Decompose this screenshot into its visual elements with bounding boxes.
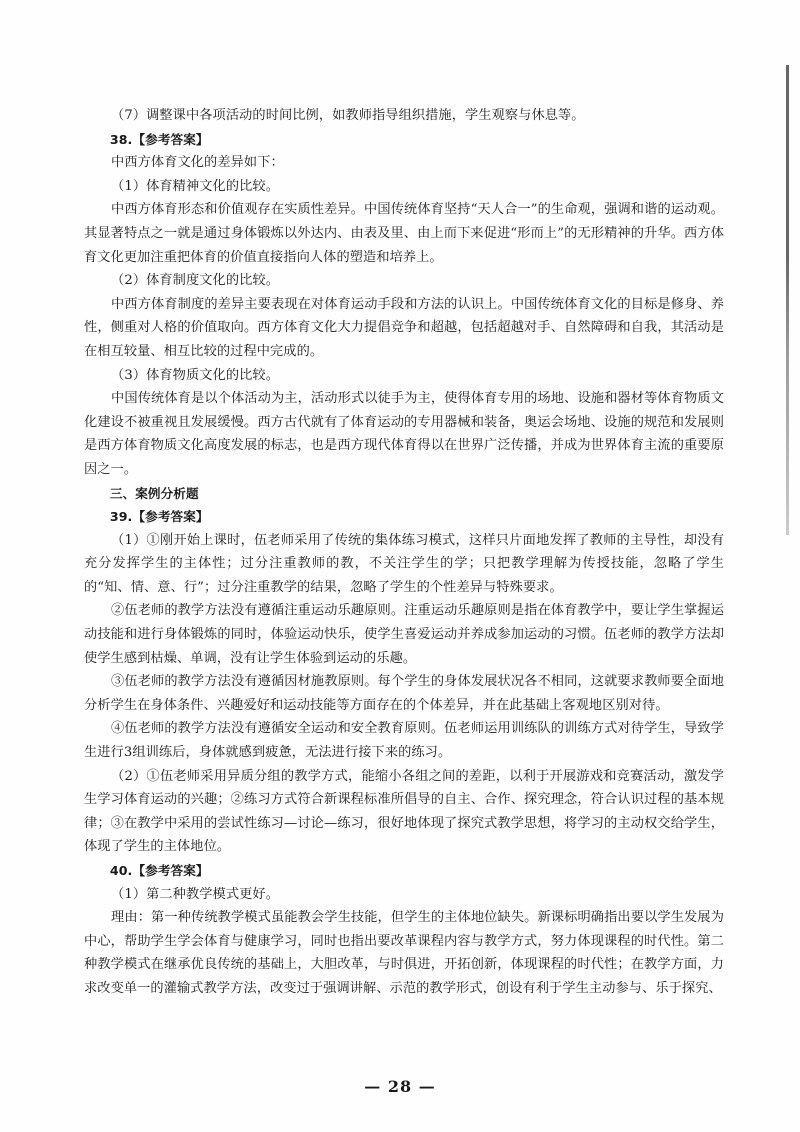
paragraph: 中国传统体育是以个体活动为主，活动形式以徒手为主，使得体育专用的场地、设施和器材等体育物质文化建设不被重视且发展缓慢。西方古代就有了体育运动的专用器械和装备，奥运会场地、设施的规范和发展则是西方体育物质文化高度发展的标志，也是西方现代体育得以在世界广泛传播，并成为世界体育主流的重要原因之一。 <box>84 391 724 477</box>
paragraph: （2）体育制度文化的比较。 <box>111 273 279 289</box>
paragraph: 中西方体育形态和价值观存在实质性差异。中国传统体育坚持“天人合一”的生命观，强调和谐的运动观。其显著特点之一就是通过身体锻炼以外达内、由表及里、由上而下来促进“形而上”的无形精神的升华。西方体育文化更加注重把体育的价值直接指向人体的塑造和培养上。 <box>84 202 724 265</box>
paragraph: （2）①伍老师采用异质分组的教学方式，能缩小各组之间的差距，以利于开展游戏和竞赛活动，激发学生学习体育运动的兴趣；②练习方式符合新课程标准所倡导的自主、合作、探究理念，符合认识过程的基本规律；③在教学中采用的尝试性练习—讨论—练习，很好地体现了探究式教学思想，将学习的主动权交给学生，体现了学生的主体地位。 <box>84 768 724 855</box>
scan-edge-mark <box>786 65 789 535</box>
paragraph: 理由：第一种传统教学模式虽能教会学生技能，但学生的主体地位缺失。新课标明确指出要以学生发展为中心，帮助学生学会体育与健康学习，同时也指出要改革课程内容与教学方式，努力体现课程的时代性。第二种教学模式在继承优良传统的基础上，大胆改革，与时俱进，开拓创新，体现课程的时代性；在教学方面，力求改变单一的灌输式教学方法，改变过于强调讲解、示范的教学形式，创设有利于学生主动参与、乐于探究、 <box>84 910 724 996</box>
paragraph: ③伍老师的教学方法没有遵循因材施教原则。每个学生的身体发展状况各不相同，这就要求教师要全面地分析学生在身体条件、兴趣爱好和运动技能等方面存在的个体差异，并在此基础上客观地区别对待。 <box>84 674 724 713</box>
paragraph: ②伍老师的教学方法没有遵循注重运动乐趣原则。注重运动乐趣原则是指在体育教学中，要让学生掌握运动技能和进行身体锻炼的同时，体验运动快乐，使学生喜爱运动并养成参加运动的习惯。伍老师的教学方法却使学生感到枯燥、单调，没有让学生体验到运动的乐趣。 <box>84 603 724 666</box>
page-body <box>84 104 724 1001</box>
section-heading: 三、案例分析题 <box>109 485 199 501</box>
paragraph: （1）体育精神文化的比较。 <box>111 178 279 194</box>
section-heading: 38.【参考答案】 <box>109 131 209 147</box>
paragraph: 中西方体育文化的差异如下： <box>111 155 284 171</box>
paragraph: （3）体育物质文化的比较。 <box>111 367 279 383</box>
paragraph: （1）①刚开始上课时，伍老师采用了传统的集体练习模式，这样只片面地发挥了教师的主导性，却没有充分发挥学生的主体性；过分注重教师的教，不关注学生的学；只把教学理解为传授技能，忽略了学生的“知、情、意、行”；过分注重教学的结果，忽略了学生的个性差异与特殊要求。 <box>84 532 724 595</box>
paragraph: （1）第二种教学模式更好。 <box>111 886 279 902</box>
paragraph: （7）调整课中各项活动的时间比例，如教师指导组织措施，学生观察与休息等。 <box>111 108 585 123</box>
paragraph: 中西方体育制度的差异主要表现在对体育运动手段和方法的认识上。中国传统体育文化的目标是修身、养性，侧重对人格的价值取向。西方体育文化大力提倡竞争和超越，包括超越对手、自然障碍和自我，其活动是在相互较量、相互比较的过程中完成的。 <box>84 296 724 359</box>
section-heading: 40.【参考答案】 <box>109 863 209 878</box>
page-number: — 28 — <box>364 1077 436 1096</box>
paragraph: ④伍老师的教学方法没有遵循安全运动和安全教育原则。伍老师运用训练队的训练方式对待学生，导致学生进行3组训练后，身体就感到疲惫，无法进行接下来的练习。 <box>84 721 724 761</box>
section-heading: 39.【参考答案】 <box>109 509 209 525</box>
